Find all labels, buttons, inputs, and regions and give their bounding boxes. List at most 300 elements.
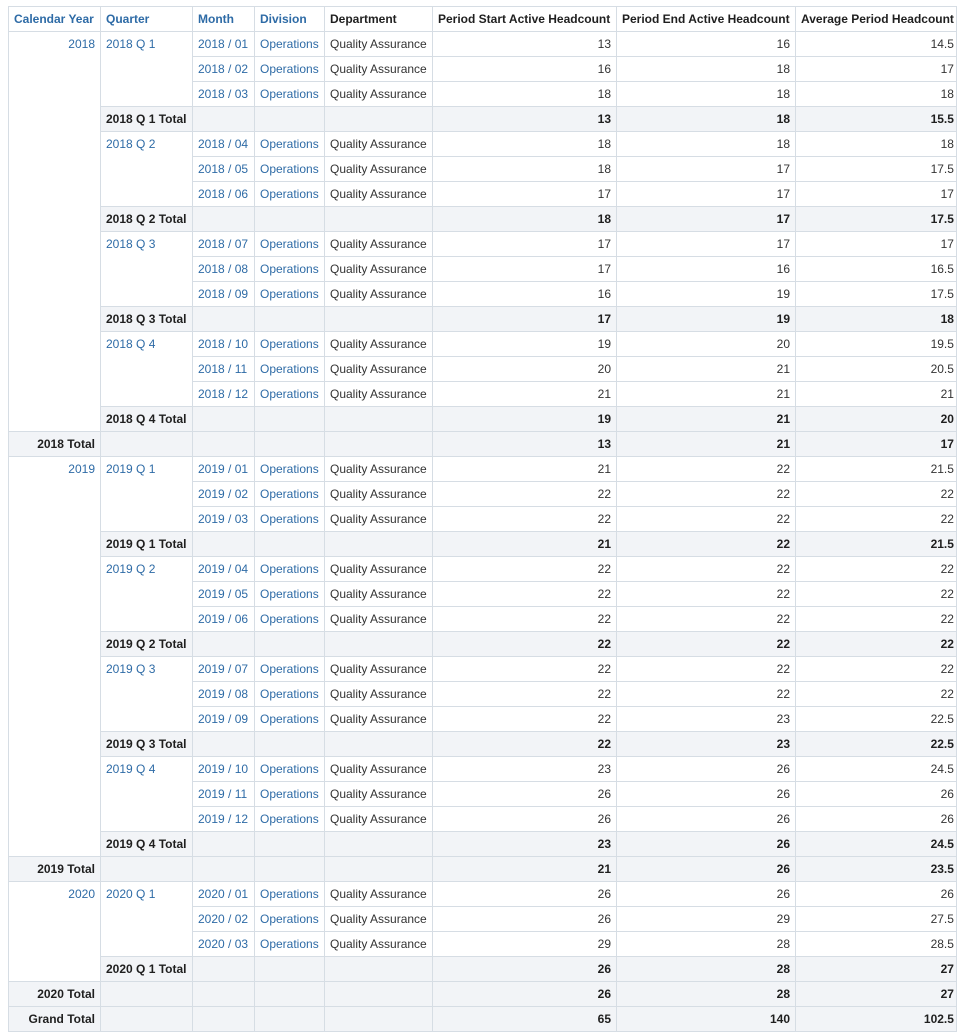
quarter-total-end: 17	[617, 207, 796, 232]
department-cell: Quality Assurance	[325, 907, 433, 932]
department-cell: Quality Assurance	[325, 682, 433, 707]
quarter-cell[interactable]: 2018 Q 3	[101, 232, 193, 307]
empty-cell	[101, 432, 193, 457]
average-cell: 14.5	[796, 32, 960, 57]
pivot-table-body	[9, 32, 960, 1032]
empty-cell	[101, 857, 193, 882]
empty-cell	[325, 107, 433, 132]
department-cell: Quality Assurance	[325, 82, 433, 107]
period-start-cell: 22	[433, 707, 617, 732]
period-start-cell: 22	[433, 482, 617, 507]
average-cell: 22	[796, 607, 960, 632]
average-cell: 24.5	[796, 757, 960, 782]
division-cell[interactable]: Operations	[255, 882, 325, 907]
period-end-cell: 22	[617, 507, 796, 532]
department-cell: Quality Assurance	[325, 507, 433, 532]
average-cell: 22.5	[796, 707, 960, 732]
empty-cell	[255, 307, 325, 332]
period-start-cell: 19	[433, 332, 617, 357]
quarter-total-average: 27	[796, 957, 960, 982]
average-cell: 17	[796, 232, 960, 257]
empty-cell	[193, 407, 255, 432]
table-right-edge	[956, 6, 964, 1032]
division-cell[interactable]: Operations	[255, 182, 325, 207]
period-end-cell: 22	[617, 482, 796, 507]
month-cell[interactable]: 2019 / 04	[193, 557, 255, 582]
month-cell[interactable]: 2019 / 08	[193, 682, 255, 707]
period-end-cell: 17	[617, 232, 796, 257]
average-cell: 21	[796, 382, 960, 407]
period-start-cell: 22	[433, 607, 617, 632]
column-header-average-period-headcount: Average Period Headcount	[796, 7, 960, 32]
division-cell[interactable]: Operations	[255, 232, 325, 257]
average-cell: 22	[796, 657, 960, 682]
month-cell[interactable]: 2018 / 09	[193, 282, 255, 307]
year-total-end: 21	[617, 432, 796, 457]
average-cell: 22	[796, 482, 960, 507]
period-end-cell: 20	[617, 332, 796, 357]
quarter-total-average: 24.5	[796, 832, 960, 857]
column-header-period-end-active-headcount: Period End Active Headcount	[617, 7, 796, 32]
quarter-total-row	[9, 307, 960, 332]
average-cell: 17	[796, 182, 960, 207]
month-cell[interactable]: 2019 / 11	[193, 782, 255, 807]
division-cell[interactable]: Operations	[255, 782, 325, 807]
quarter-total-start: 22	[433, 732, 617, 757]
period-end-cell: 16	[617, 32, 796, 57]
quarter-total-label: 2019 Q 1 Total	[101, 532, 193, 557]
quarter-cell[interactable]: 2018 Q 1	[101, 32, 193, 107]
division-cell[interactable]: Operations	[255, 457, 325, 482]
empty-cell	[193, 207, 255, 232]
column-header-department: Department	[325, 7, 433, 32]
quarter-cell[interactable]: 2019 Q 4	[101, 757, 193, 832]
quarter-cell[interactable]: 2019 Q 2	[101, 557, 193, 632]
quarter-total-end: 19	[617, 307, 796, 332]
quarter-total-average: 22	[796, 632, 960, 657]
quarter-total-average: 18	[796, 307, 960, 332]
quarter-total-label: 2020 Q 1 Total	[101, 957, 193, 982]
department-cell: Quality Assurance	[325, 332, 433, 357]
period-end-cell: 22	[617, 457, 796, 482]
division-cell[interactable]: Operations	[255, 507, 325, 532]
period-end-cell: 23	[617, 707, 796, 732]
quarter-total-average: 21.5	[796, 532, 960, 557]
quarter-total-average: 15.5	[796, 107, 960, 132]
period-start-cell: 17	[433, 257, 617, 282]
year-total-end: 26	[617, 857, 796, 882]
empty-cell	[325, 832, 433, 857]
year-total-row	[9, 432, 960, 457]
quarter-total-end: 18	[617, 107, 796, 132]
empty-cell	[325, 732, 433, 757]
quarter-total-label: 2018 Q 1 Total	[101, 107, 193, 132]
month-cell[interactable]: 2018 / 02	[193, 57, 255, 82]
period-start-cell: 22	[433, 657, 617, 682]
year-total-average: 23.5	[796, 857, 960, 882]
period-start-cell: 21	[433, 382, 617, 407]
quarter-total-end: 21	[617, 407, 796, 432]
division-cell[interactable]: Operations	[255, 82, 325, 107]
grand-total-average: 102.5	[796, 1007, 960, 1032]
period-end-cell: 26	[617, 807, 796, 832]
quarter-total-label: 2019 Q 4 Total	[101, 832, 193, 857]
empty-cell	[193, 432, 255, 457]
quarter-total-label: 2019 Q 2 Total	[101, 632, 193, 657]
department-cell: Quality Assurance	[325, 782, 433, 807]
empty-cell	[193, 857, 255, 882]
department-cell: Quality Assurance	[325, 57, 433, 82]
department-cell: Quality Assurance	[325, 457, 433, 482]
empty-cell	[255, 107, 325, 132]
year-total-start: 21	[433, 857, 617, 882]
department-cell: Quality Assurance	[325, 582, 433, 607]
month-cell[interactable]: 2019 / 01	[193, 457, 255, 482]
empty-cell	[255, 407, 325, 432]
department-cell: Quality Assurance	[325, 182, 433, 207]
period-end-cell: 26	[617, 882, 796, 907]
department-cell: Quality Assurance	[325, 882, 433, 907]
quarter-total-end: 26	[617, 832, 796, 857]
average-cell: 26	[796, 782, 960, 807]
quarter-total-label: 2019 Q 3 Total	[101, 732, 193, 757]
department-cell: Quality Assurance	[325, 807, 433, 832]
department-cell: Quality Assurance	[325, 157, 433, 182]
table-row	[9, 32, 960, 57]
department-cell: Quality Assurance	[325, 757, 433, 782]
year-total-row	[9, 982, 960, 1007]
empty-cell	[193, 532, 255, 557]
empty-cell	[255, 957, 325, 982]
division-cell[interactable]: Operations	[255, 132, 325, 157]
department-cell: Quality Assurance	[325, 257, 433, 282]
column-header-calendar-year[interactable]: Calendar Year	[9, 7, 101, 32]
empty-cell	[193, 957, 255, 982]
empty-cell	[325, 857, 433, 882]
department-cell: Quality Assurance	[325, 282, 433, 307]
period-start-cell: 18	[433, 82, 617, 107]
month-cell[interactable]: 2018 / 06	[193, 182, 255, 207]
quarter-total-average: 20	[796, 407, 960, 432]
empty-cell	[255, 982, 325, 1007]
empty-cell	[193, 632, 255, 657]
column-header-division[interactable]: Division	[255, 7, 325, 32]
average-cell: 19.5	[796, 332, 960, 357]
average-cell: 26	[796, 807, 960, 832]
empty-cell	[255, 532, 325, 557]
empty-cell	[325, 307, 433, 332]
department-cell: Quality Assurance	[325, 382, 433, 407]
period-end-cell: 22	[617, 607, 796, 632]
calendar-year-cell[interactable]: 2020	[9, 882, 101, 982]
period-end-cell: 18	[617, 132, 796, 157]
column-header-month[interactable]: Month	[193, 7, 255, 32]
empty-cell	[325, 532, 433, 557]
year-total-row	[9, 857, 960, 882]
headcount-pivot-report	[8, 6, 960, 1032]
division-cell[interactable]: Operations	[255, 657, 325, 682]
quarter-total-average: 22.5	[796, 732, 960, 757]
average-cell: 18	[796, 82, 960, 107]
quarter-total-start: 13	[433, 107, 617, 132]
period-start-cell: 26	[433, 807, 617, 832]
month-cell[interactable]: 2019 / 02	[193, 482, 255, 507]
quarter-cell[interactable]: 2018 Q 4	[101, 332, 193, 407]
quarter-total-end: 23	[617, 732, 796, 757]
average-cell: 16.5	[796, 257, 960, 282]
division-cell[interactable]: Operations	[255, 607, 325, 632]
month-cell[interactable]: 2018 / 11	[193, 357, 255, 382]
average-cell: 28.5	[796, 932, 960, 957]
period-end-cell: 29	[617, 907, 796, 932]
quarter-total-end: 22	[617, 632, 796, 657]
period-end-cell: 22	[617, 582, 796, 607]
grand-total-start: 65	[433, 1007, 617, 1032]
empty-cell	[255, 432, 325, 457]
empty-cell	[255, 207, 325, 232]
empty-cell	[325, 407, 433, 432]
calendar-year-cell[interactable]: 2018	[9, 32, 101, 432]
month-cell[interactable]: 2019 / 10	[193, 757, 255, 782]
empty-cell	[101, 1007, 193, 1032]
department-cell: Quality Assurance	[325, 607, 433, 632]
division-cell[interactable]: Operations	[255, 807, 325, 832]
division-cell[interactable]: Operations	[255, 932, 325, 957]
period-start-cell: 16	[433, 57, 617, 82]
division-cell[interactable]: Operations	[255, 707, 325, 732]
department-cell: Quality Assurance	[325, 557, 433, 582]
average-cell: 20.5	[796, 357, 960, 382]
month-cell[interactable]: 2018 / 07	[193, 232, 255, 257]
period-start-cell: 29	[433, 932, 617, 957]
period-start-cell: 18	[433, 132, 617, 157]
table-row	[9, 757, 960, 782]
month-cell[interactable]: 2019 / 07	[193, 657, 255, 682]
grand-total-row	[9, 1007, 960, 1032]
empty-cell	[325, 432, 433, 457]
header-row	[9, 7, 960, 32]
year-total-start: 13	[433, 432, 617, 457]
quarter-total-row	[9, 832, 960, 857]
quarter-total-row	[9, 957, 960, 982]
department-cell: Quality Assurance	[325, 132, 433, 157]
month-cell[interactable]: 2019 / 12	[193, 807, 255, 832]
period-end-cell: 18	[617, 82, 796, 107]
table-row	[9, 882, 960, 907]
empty-cell	[193, 832, 255, 857]
average-cell: 17.5	[796, 282, 960, 307]
division-cell[interactable]: Operations	[255, 357, 325, 382]
division-cell[interactable]: Operations	[255, 332, 325, 357]
period-start-cell: 26	[433, 782, 617, 807]
month-cell[interactable]: 2020 / 01	[193, 882, 255, 907]
average-cell: 27.5	[796, 907, 960, 932]
table-row	[9, 557, 960, 582]
quarter-cell[interactable]: 2019 Q 3	[101, 657, 193, 732]
period-end-cell: 17	[617, 182, 796, 207]
month-cell[interactable]: 2019 / 05	[193, 582, 255, 607]
quarter-total-row	[9, 632, 960, 657]
period-start-cell: 23	[433, 757, 617, 782]
empty-cell	[193, 107, 255, 132]
year-total-label: 2019 Total	[9, 857, 101, 882]
period-start-cell: 22	[433, 582, 617, 607]
month-cell[interactable]: 2018 / 03	[193, 82, 255, 107]
empty-cell	[255, 1007, 325, 1032]
period-start-cell: 18	[433, 157, 617, 182]
division-cell[interactable]: Operations	[255, 282, 325, 307]
period-start-cell: 17	[433, 182, 617, 207]
month-cell[interactable]: 2019 / 03	[193, 507, 255, 532]
average-cell: 17	[796, 57, 960, 82]
quarter-total-start: 23	[433, 832, 617, 857]
division-cell[interactable]: Operations	[255, 257, 325, 282]
division-cell[interactable]: Operations	[255, 757, 325, 782]
empty-cell	[325, 632, 433, 657]
table-row	[9, 457, 960, 482]
grand-total-label: Grand Total	[9, 1007, 101, 1032]
period-start-cell: 26	[433, 882, 617, 907]
division-cell[interactable]: Operations	[255, 157, 325, 182]
grand-total-end: 140	[617, 1007, 796, 1032]
empty-cell	[325, 207, 433, 232]
period-start-cell: 13	[433, 32, 617, 57]
period-end-cell: 21	[617, 382, 796, 407]
empty-cell	[255, 857, 325, 882]
average-cell: 21.5	[796, 457, 960, 482]
quarter-cell[interactable]: 2019 Q 1	[101, 457, 193, 532]
division-cell[interactable]: Operations	[255, 382, 325, 407]
division-cell[interactable]: Operations	[255, 682, 325, 707]
year-total-end: 28	[617, 982, 796, 1007]
division-cell[interactable]: Operations	[255, 582, 325, 607]
department-cell: Quality Assurance	[325, 657, 433, 682]
quarter-total-row	[9, 207, 960, 232]
empty-cell	[193, 307, 255, 332]
empty-cell	[255, 832, 325, 857]
month-cell[interactable]: 2019 / 09	[193, 707, 255, 732]
quarter-total-end: 22	[617, 532, 796, 557]
empty-cell	[193, 1007, 255, 1032]
average-cell: 22	[796, 682, 960, 707]
period-start-cell: 26	[433, 907, 617, 932]
quarter-total-label: 2018 Q 4 Total	[101, 407, 193, 432]
quarter-cell[interactable]: 2020 Q 1	[101, 882, 193, 957]
empty-cell	[255, 632, 325, 657]
period-end-cell: 21	[617, 357, 796, 382]
division-cell[interactable]: Operations	[255, 557, 325, 582]
month-cell[interactable]: 2018 / 04	[193, 132, 255, 157]
division-cell[interactable]: Operations	[255, 482, 325, 507]
division-cell[interactable]: Operations	[255, 32, 325, 57]
period-start-cell: 22	[433, 507, 617, 532]
quarter-total-label: 2018 Q 2 Total	[101, 207, 193, 232]
period-end-cell: 19	[617, 282, 796, 307]
empty-cell	[325, 1007, 433, 1032]
empty-cell	[101, 982, 193, 1007]
empty-cell	[193, 732, 255, 757]
division-cell[interactable]: Operations	[255, 57, 325, 82]
period-start-cell: 16	[433, 282, 617, 307]
period-end-cell: 26	[617, 757, 796, 782]
quarter-total-average: 17.5	[796, 207, 960, 232]
quarter-total-start: 18	[433, 207, 617, 232]
column-header-period-start-active-headcount: Period Start Active Headcount	[433, 7, 617, 32]
month-cell[interactable]: 2018 / 08	[193, 257, 255, 282]
average-cell: 22	[796, 582, 960, 607]
period-end-cell: 22	[617, 682, 796, 707]
month-cell[interactable]: 2018 / 10	[193, 332, 255, 357]
quarter-total-label: 2018 Q 3 Total	[101, 307, 193, 332]
empty-cell	[325, 957, 433, 982]
average-cell: 22	[796, 507, 960, 532]
empty-cell	[255, 732, 325, 757]
quarter-total-row	[9, 532, 960, 557]
table-row	[9, 232, 960, 257]
month-cell[interactable]: 2018 / 12	[193, 382, 255, 407]
department-cell: Quality Assurance	[325, 932, 433, 957]
month-cell[interactable]: 2020 / 03	[193, 932, 255, 957]
table-row	[9, 657, 960, 682]
period-start-cell: 22	[433, 557, 617, 582]
table-row	[9, 132, 960, 157]
period-start-cell: 21	[433, 457, 617, 482]
division-cell[interactable]: Operations	[255, 907, 325, 932]
quarter-cell[interactable]: 2018 Q 2	[101, 132, 193, 207]
average-cell: 18	[796, 132, 960, 157]
period-end-cell: 17	[617, 157, 796, 182]
quarter-total-row	[9, 107, 960, 132]
year-total-average: 27	[796, 982, 960, 1007]
period-start-cell: 22	[433, 682, 617, 707]
period-end-cell: 22	[617, 557, 796, 582]
month-cell[interactable]: 2019 / 06	[193, 607, 255, 632]
column-header-quarter[interactable]: Quarter	[101, 7, 193, 32]
month-cell[interactable]: 2018 / 05	[193, 157, 255, 182]
department-cell: Quality Assurance	[325, 707, 433, 732]
empty-cell	[193, 982, 255, 1007]
department-cell: Quality Assurance	[325, 357, 433, 382]
quarter-total-start: 21	[433, 532, 617, 557]
average-cell: 17.5	[796, 157, 960, 182]
department-cell: Quality Assurance	[325, 232, 433, 257]
quarter-total-start: 19	[433, 407, 617, 432]
quarter-total-row	[9, 407, 960, 432]
period-start-cell: 20	[433, 357, 617, 382]
year-total-start: 26	[433, 982, 617, 1007]
period-end-cell: 16	[617, 257, 796, 282]
year-total-label: 2018 Total	[9, 432, 101, 457]
year-total-average: 17	[796, 432, 960, 457]
period-end-cell: 26	[617, 782, 796, 807]
table-row	[9, 332, 960, 357]
year-total-label: 2020 Total	[9, 982, 101, 1007]
average-cell: 26	[796, 882, 960, 907]
average-cell: 22	[796, 557, 960, 582]
department-cell: Quality Assurance	[325, 482, 433, 507]
quarter-total-start: 26	[433, 957, 617, 982]
period-end-cell: 18	[617, 57, 796, 82]
quarter-total-start: 22	[433, 632, 617, 657]
pivot-table	[8, 6, 960, 1032]
month-cell[interactable]: 2018 / 01	[193, 32, 255, 57]
quarter-total-row	[9, 732, 960, 757]
month-cell[interactable]: 2020 / 02	[193, 907, 255, 932]
calendar-year-cell[interactable]: 2019	[9, 457, 101, 857]
quarter-total-start: 17	[433, 307, 617, 332]
period-end-cell: 22	[617, 657, 796, 682]
quarter-total-end: 28	[617, 957, 796, 982]
